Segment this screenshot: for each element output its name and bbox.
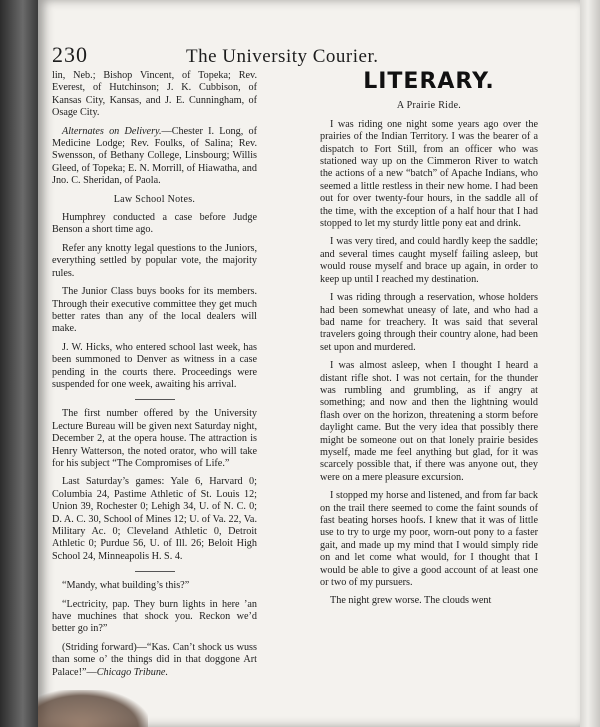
alternates-text: —Chester I. Long, of Medicine Lodge; Rev. Foulks, of Salina; Rev. Swensson, of Bethany College, Linsbourg; Willis Gleed, of Topeka; E. N. Morrill, of Hiawatha, and Jno. C. Sheridan, of Paola. xyxy=(52,125,257,187)
paragraph-alternates xyxy=(52,126,257,188)
paragraph: The first number offered by the University Lecture Bureau will be given next Saturday night, December 2, at the opera house. The attraction is Henry Watterson, the noted orator, who will take for his subject “The Compromises of Life.” xyxy=(52,408,257,469)
alternates-label: Alternates on Delivery. xyxy=(62,125,162,137)
divider xyxy=(135,571,175,572)
paragraph: J. W. Hicks, who entered school last week, has been summoned to Denver as witness in a case pending in the courts there. Proceedings were suspended for one week, awaiting his arrival. xyxy=(52,341,257,390)
paragraph: “Lectricity, pap. They burn lights in here ’an have muchines that shock you. Reckon we’d better go in?” xyxy=(52,598,257,635)
literary-heading: LITERARY. xyxy=(363,69,495,94)
next-page-edge xyxy=(580,0,600,727)
paragraph: Refer any knotty legal questions to the Juniors, everything settled by popular vote, the majority rules. xyxy=(52,242,257,279)
right-column xyxy=(320,70,538,614)
paragraph xyxy=(52,642,257,679)
paragraph: I was riding one night some years ago over the prairies of the Indian Territory. I was the bearer of a dispatch to Fort Still, from an officer who was stationed way up on the Cimmeron River to watch the actions of a new “batch” of Apache Indians, who seemed a little restless in their new home. I had been out for over twenty-four hours, in the saddle all of the time, with the exception of a half hour that I had stopped to let my sturdy little pony eat and drink. xyxy=(320,118,538,230)
paragraph: The night grew worse. The clouds went xyxy=(330,595,492,607)
paragraph: Humphrey conducted a case before Judge Benson a short time ago. xyxy=(52,212,257,236)
paragraph: The Junior Class buys books for its members. Through their executive committee they get much better rates than any of the local dealers will make. xyxy=(52,286,257,335)
page-header xyxy=(52,42,562,72)
paragraph-games: Last Saturday’s games: Yale 6, Harvard 0; Columbia 24, Pastime Athletic of St. Louis 12; Union 39, Rochester 0; Lehigh 34, U. of N. C. 0; D. A. C. 30, School of Mines 12; U. of Va. 22, Va. Military Ac. 0; Cleveland Athletic 0, Detroit Athletic 0; Purdue 56, U. of Ill. 26; Beloit High School 24, Minneapolis H. S. 4. xyxy=(52,476,257,562)
paragraph: lin, Neb.; Bishop Vincent, of Topeka; Rev. Everest, of Hutchinson; J. K. Cubbison, of Kansas City, Kansas, and J. E. Cunningham, of Osage City. xyxy=(52,70,257,119)
paragraph: I was almost asleep, when I thought I heard a distant rifle shot. I was not certain, for the thunder was rumbling and grumbling, as if angry at something; and now and then the lightning would flash over on the horizon, threatening a storm before daylight came. But the very idea that possibly there might be someone out on that lonely prairie besides myself, made me feel anything but glad, for it was scarcely possible that, if there was anyone out, they were on a mere pleasure excursion. xyxy=(320,360,538,483)
story-title: A Prairie Ride. xyxy=(396,100,462,112)
quote-source: Chicago Tribune. xyxy=(96,666,169,678)
paragraph: I was very tired, and could hardly keep the saddle; and several times caught myself failing asleep, but would rouse myself and brace up again, in order to keep up until I reached my destination. xyxy=(320,236,538,285)
publication-title: The University Courier. xyxy=(186,46,379,67)
law-school-heading: Law School Notes. xyxy=(113,193,196,205)
paragraph: I was riding through a reservation, whose holders had been somewhat uneasy of late, and who had a bad name for treachery. It was said that several travelers going through their country alone, had been set upon and murdered. xyxy=(320,292,538,353)
paragraph: I stopped my horse and listened, and from far back on the trail there seemed to come the faint sounds of fast beating horses hoofs. I knew that it was of little use to try to urge my poor, worn-out pony to a faster gait, and made up my mind that I would simply ride on and let come what would, for I thought that I would be able to give a good account of at least one or two of my pursuers. xyxy=(320,490,538,589)
book-binding xyxy=(0,0,38,727)
quote-text: (Striding forward)—“Kas. Can’t shock us wuss than some o’ the things did in that doggone Art Palace!”— xyxy=(52,641,257,678)
page-number: 230 xyxy=(52,42,88,67)
divider xyxy=(135,399,175,400)
paragraph: “Mandy, what building’s this?” xyxy=(62,580,190,592)
left-column xyxy=(52,70,257,685)
thumb-shadow xyxy=(38,690,148,727)
